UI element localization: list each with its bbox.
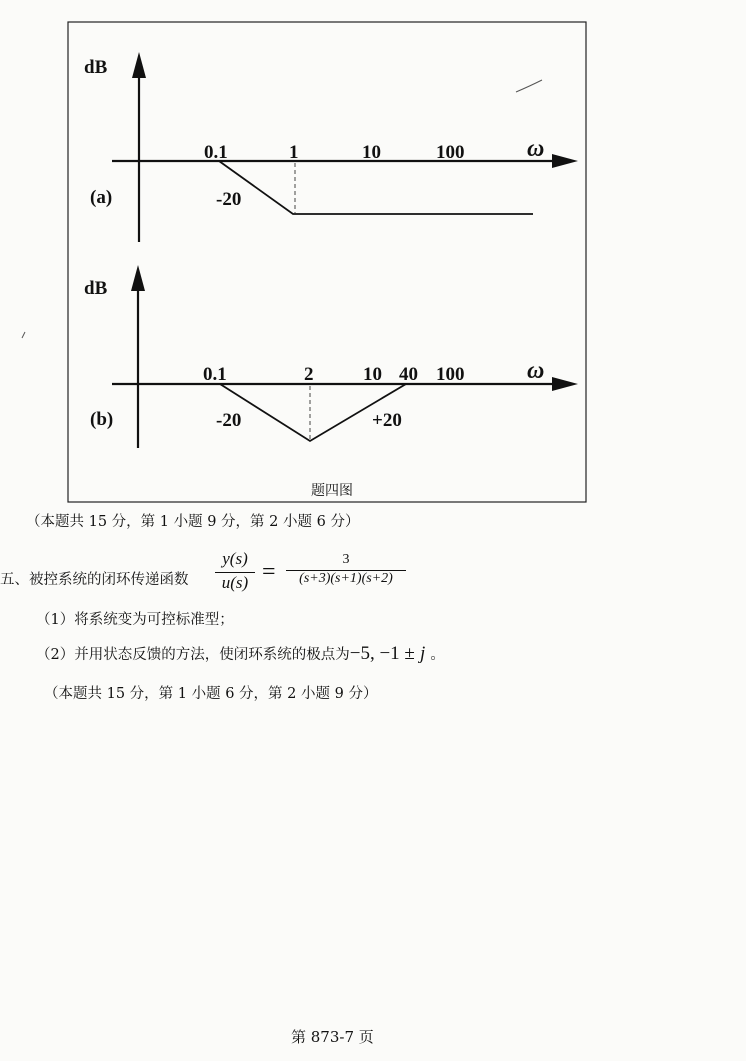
question-2-poles: −5, −1 ± — [349, 643, 415, 664]
problem4-score-note: （本题共 15 分，第 1 小题 9 分，第 2 小题 6 分） — [26, 514, 360, 530]
page-footer: 第 873-7 页 — [291, 1028, 374, 1046]
graph-a-magnitude-curve — [219, 161, 533, 214]
rhs-denominator: (s+3)(s+1)(s+2) — [299, 571, 393, 586]
scan-mark — [22, 332, 25, 338]
graph-a-tick-label: 10 — [362, 142, 381, 163]
graph-b-tick-label: 0.1 — [203, 364, 227, 385]
graph-b-y-arrow — [131, 265, 145, 291]
graph-b-slope-label: -20 — [216, 410, 242, 431]
graph-b-tick-label: 40 — [399, 364, 418, 385]
graph-a-omega-label: ω — [527, 136, 545, 162]
graph-a-tick-label: 100 — [436, 142, 465, 163]
question-2-end: 。 — [430, 647, 445, 663]
graph-b-omega-label: ω — [527, 358, 545, 384]
graph-a-x-arrow — [552, 154, 578, 168]
tf-numerator: y(s) — [222, 549, 248, 568]
graph-b-tick-label: 2 — [304, 364, 314, 385]
question-1: （1）将系统变为可控标准型； — [36, 612, 234, 628]
graph-a-slope-label: -20 — [216, 189, 242, 210]
graph-a — [84, 52, 578, 242]
rhs-numerator: 3 — [342, 552, 350, 567]
graph-b-slope-label: +20 — [372, 410, 402, 431]
graph-a-tick-label: 1 — [289, 142, 299, 163]
graph-b-ylabel: dB — [84, 278, 108, 299]
graph-b-tick-label: 100 — [436, 364, 465, 385]
graph-a-ylabel: dB — [84, 57, 108, 78]
bode-figure — [0, 0, 746, 520]
graph-a-tick-label: 0.1 — [204, 142, 228, 163]
tf-denominator: u(s) — [221, 573, 249, 592]
tf-equals-sign: = — [262, 559, 276, 585]
question-2-j: j — [419, 643, 426, 664]
graph-b — [84, 265, 578, 448]
graph-b-tick-label: 10 — [363, 364, 382, 385]
problem5-heading: 五、被控系统的闭环传递函数 — [0, 572, 189, 588]
problem5-score-note: （本题共 15 分，第 1 小题 6 分，第 2 小题 9 分） — [44, 686, 378, 702]
graph-b-x-arrow — [552, 377, 578, 391]
graph-b-label: (b) — [90, 409, 114, 430]
scan-mark — [516, 80, 542, 92]
figure-caption: 题四图 — [311, 483, 353, 499]
graph-a-label: (a) — [90, 187, 113, 208]
graph-a-y-arrow — [132, 52, 146, 78]
question-2-text: （2）并用状态反馈的方法，使闭环系统的极点为 — [36, 647, 350, 663]
question-2 — [36, 643, 445, 665]
